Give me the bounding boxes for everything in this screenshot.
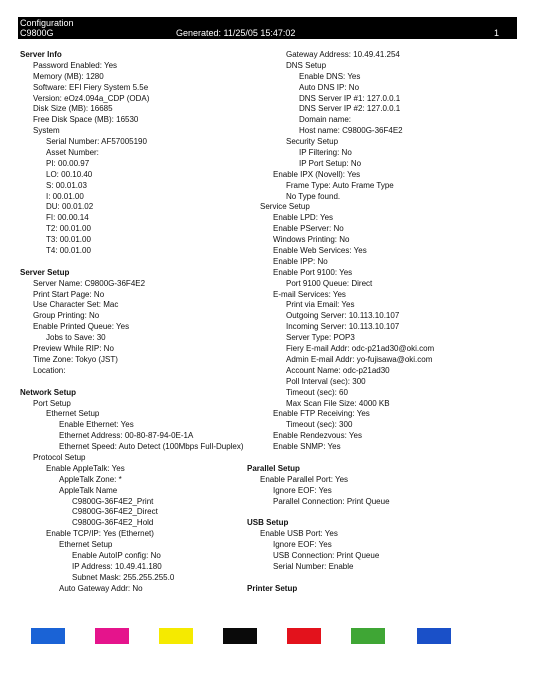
config-line: IP Filtering: No	[299, 148, 352, 158]
spacer	[247, 573, 527, 584]
config-line: S: 00.01.03	[46, 180, 87, 190]
config-line: Protocol Setup	[33, 452, 86, 462]
config-line: Enable IPP: No	[273, 256, 328, 266]
config-line: Free Disk Space (MB): 16530	[33, 115, 139, 125]
config-line: Server Name: C9800G-36F4E2	[33, 278, 146, 288]
config-line: Auto DNS IP: No	[299, 82, 360, 92]
report-title: Configuration	[20, 18, 74, 28]
color-calibration-bars	[0, 628, 533, 644]
config-line: No Type found.	[286, 191, 341, 201]
config-line: DNS Setup	[286, 60, 327, 70]
config-line: Timeout (sec): 300	[286, 420, 353, 430]
config-line: Outgoing Server: 10.113.10.107	[286, 311, 400, 321]
config-line: Enable AppleTalk: Yes	[46, 463, 125, 473]
config-line: Preview While RIP: No	[33, 344, 114, 354]
config-line: Password Enabled: Yes	[33, 60, 118, 70]
config-line: Enable Printed Queue: Yes	[33, 322, 130, 332]
config-line: Enable AutoIP config: No	[72, 550, 161, 560]
section-heading: Parallel Setup	[247, 463, 300, 473]
config-line: System	[33, 126, 60, 136]
config-line: Account Name: odc-p21ad30	[286, 365, 390, 375]
config-line: Enable Web Services: Yes	[273, 246, 367, 256]
config-line: Incoming Server: 10.113.10.107	[286, 322, 400, 332]
color-bar	[223, 628, 257, 644]
config-line: DNS Server IP #2: 127.0.0.1	[299, 104, 401, 114]
config-line: Ignore EOF: Yes	[273, 485, 332, 495]
config-line: Software: EFI Fiery System 5.5e	[33, 82, 149, 92]
config-line: Memory (MB): 1280	[33, 71, 104, 81]
config-line: Serial Number: AF57005190	[46, 137, 147, 147]
config-line: Timeout (sec): 60	[286, 387, 348, 397]
config-line: Ethernet Setup	[59, 540, 113, 550]
config-line: DU: 00.01.02	[46, 202, 94, 212]
config-line: PI: 00.00.97	[46, 158, 90, 168]
config-line: Auto Gateway Addr: No	[59, 583, 143, 593]
config-line: Print Start Page: No	[33, 289, 105, 299]
config-line: Fiery E-mail Addr: odc-p21ad30@oki.com	[286, 344, 435, 354]
right-column	[247, 50, 527, 595]
section-heading: USB Setup	[247, 518, 289, 528]
page-number: 1	[493, 28, 499, 38]
config-line: Port 9100 Queue: Direct	[286, 278, 373, 288]
config-line: DNS Server IP #1: 127.0.0.1	[299, 93, 401, 103]
config-line: Max Scan File Size: 4000 KB	[286, 398, 390, 408]
config-line: Host name: C9800G-36F4E2	[299, 126, 403, 136]
spacer	[20, 377, 248, 388]
color-bar	[351, 628, 385, 644]
color-bar	[95, 628, 129, 644]
config-line: AppleTalk Zone: *	[59, 474, 122, 484]
color-bar	[159, 628, 193, 644]
config-line: Version: eOz4.094a_CDP (ODA)	[33, 93, 150, 103]
config-line: Enable DNS: Yes	[299, 71, 361, 81]
config-line: Disk Size (MB): 16685	[33, 104, 113, 114]
config-line: Asset Number:	[46, 148, 99, 158]
config-line: Poll Interval (sec): 300	[286, 376, 366, 386]
config-line: Port Setup	[33, 398, 71, 408]
color-bar	[287, 628, 321, 644]
color-bar	[417, 628, 451, 644]
config-line: Service Setup	[260, 202, 310, 212]
config-line: USB Connection: Print Queue	[273, 550, 380, 560]
config-line: Serial Number: Enable	[273, 561, 354, 571]
section-heading: Printer Setup	[247, 583, 298, 593]
color-bar	[31, 628, 65, 644]
config-line: Gateway Address: 10.49.41.254	[286, 50, 400, 59]
config-line: Location:	[33, 365, 66, 375]
config-line: Enable Rendezvous: Yes	[273, 431, 362, 441]
config-line: LO: 00.10.40	[46, 169, 93, 179]
config-line: Enable Ethernet: Yes	[59, 420, 134, 430]
config-line: T4: 00.01.00	[46, 246, 91, 256]
config-line: Ethernet Speed: Auto Detect (100Mbps Full-Duplex)	[59, 442, 244, 452]
config-line: Enable TCP/IP: Yes (Ethernet)	[46, 529, 154, 539]
config-line: Enable IPX (Novell): Yes	[273, 169, 361, 179]
config-line: Print via Email: Yes	[286, 300, 355, 310]
config-line: Security Setup	[286, 137, 339, 147]
config-line: Enable LPD: Yes	[273, 213, 334, 223]
config-line: Time Zone: Tokyo (JST)	[33, 354, 118, 364]
report-header	[18, 17, 517, 39]
config-line: AppleTalk Name	[59, 485, 118, 495]
config-line: Server Type: POP3	[286, 333, 355, 343]
config-line: Windows Printing: No	[273, 235, 350, 245]
config-line: Ethernet Setup	[46, 409, 100, 419]
config-line: Parallel Connection: Print Queue	[273, 496, 390, 506]
config-line: Enable USB Port: Yes	[260, 529, 338, 539]
config-line: C9800G-36F4E2_Direct	[72, 507, 158, 517]
config-line: FI: 00.00.14	[46, 213, 89, 223]
config-line: Subnet Mask: 255.255.255.0	[72, 572, 175, 582]
config-line: Ignore EOF: Yes	[273, 540, 332, 550]
config-line: Jobs to Save: 30	[46, 333, 106, 343]
config-line: Frame Type: Auto Frame Type	[286, 180, 394, 190]
config-line: C9800G-36F4E2_Print	[72, 496, 154, 506]
spacer	[20, 257, 248, 268]
config-line: Enable SNMP: Yes	[273, 442, 341, 452]
section-heading: Network Setup	[20, 387, 77, 397]
printer-model: C9800G	[20, 28, 54, 38]
config-line: IP Port Setup: No	[299, 158, 362, 168]
section-heading: Server Info	[20, 50, 62, 59]
section-heading: Server Setup	[20, 267, 70, 277]
config-line: Enable Parallel Port: Yes	[260, 474, 349, 484]
config-line: Enable FTP Receiving: Yes	[273, 409, 370, 419]
config-line: Admin E-mail Addr: yo-fujisawa@oki.com	[286, 354, 433, 364]
generated-timestamp: Generated: 11/25/05 15:47:02	[176, 28, 296, 38]
spacer	[247, 507, 527, 518]
config-line: IP Address: 10.49.41.180	[72, 561, 162, 571]
config-line: E-mail Services: Yes	[273, 289, 346, 299]
spacer	[247, 453, 527, 464]
config-line: Group Printing: No	[33, 311, 100, 321]
left-column	[20, 50, 248, 595]
config-line: C9800G-36F4E2_Hold	[72, 518, 154, 528]
config-line: Domain name:	[299, 115, 352, 125]
config-line: Ethernet Address: 00-80-87-94-0E-1A	[59, 431, 194, 441]
config-line: I: 00.01.00	[46, 191, 84, 201]
config-line: Enable Port 9100: Yes	[273, 267, 353, 277]
config-line: Use Character Set: Mac	[33, 300, 119, 310]
config-line: T3: 00.01.00	[46, 235, 91, 245]
config-line: Enable PServer: No	[273, 224, 344, 234]
config-line: T2: 00.01.00	[46, 224, 91, 234]
